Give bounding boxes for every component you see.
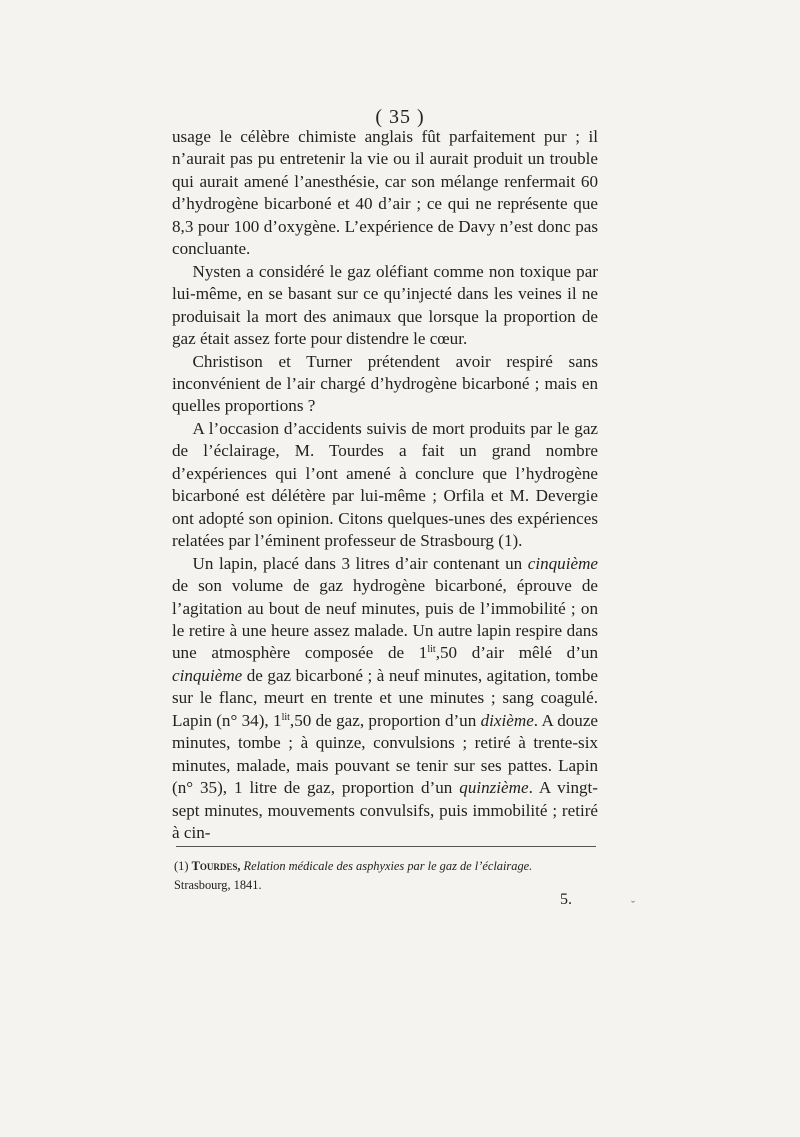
- signature-mark: 5.: [560, 891, 572, 908]
- footnote-title: Relation médicale des asphyxies par le gaz de l’éclairage.: [243, 859, 533, 873]
- footnote-rule: [176, 846, 596, 847]
- page-number: ( 35 ): [375, 106, 425, 128]
- paragraph: [172, 553, 598, 845]
- footnote-author: Tourdes,: [191, 859, 241, 873]
- body-text: [172, 126, 598, 845]
- paragraph: [172, 126, 598, 261]
- italic-word: cinquième: [172, 665, 243, 685]
- italic-word: cinquième: [527, 553, 598, 573]
- paper-speck: ˇ: [631, 898, 635, 912]
- paragraph-text: Un lapin, placé dans 3 litres d’air contenant un: [192, 553, 528, 573]
- paragraph: [172, 351, 598, 418]
- paragraph-text: ,50 de gaz, proportion d’un: [289, 710, 481, 730]
- footnote: [174, 857, 604, 895]
- paragraph-text: Nysten a considéré le gaz oléfiant comme non toxique par lui-même, en se basant sur ce qu’injecté dans les veines il ne produisait la mort des animaux que lorsque la proportion de gaz était assez forte pour distendre le cœur.: [172, 261, 598, 349]
- paragraph-text: Christison et Turner prétendent avoir respiré sans inconvénient de l’air chargé d’hydrogène bicarboné ; mais en quelles proportions ?: [172, 351, 598, 416]
- superscript-unit: lit: [281, 711, 290, 723]
- italic-word: dixième: [480, 710, 534, 730]
- superscript-unit: lit: [427, 644, 436, 656]
- footnote-marker: (1): [174, 859, 189, 873]
- paragraph: [172, 261, 598, 351]
- paragraph-text: A l’occasion d’accidents suivis de mort produits par le gaz de l’éclairage, M. Tourdes a fait un grand nombre d’expériences qui l’ont amené à conclure que l’hydrogène bicarboné est délétère par lui-même ; Orfila et M. Devergie ont adopté son opinion. Citons quelques-unes des expériences relatées par l’éminent professeur de Strasbourg (1).: [172, 418, 598, 551]
- footnote-place-year: Strasbourg, 1841.: [174, 878, 262, 892]
- paragraph-text: . A douze minutes, tombe ; à quinze, convulsions ; retiré à trente-six minutes, malade, mais pouvant se tenir sur ses pattes. Lapin (n° 35), 1 litre de gaz, proportion d’un: [172, 710, 599, 798]
- paragraph-text: ,50 d’air mêlé d’un: [435, 643, 598, 663]
- paragraph-text: de gaz bicarboné ; à neuf minutes, agitation, tombe sur le flanc, meurt en trente et une minutes ; sang coagulé. Lapin (n° 34), 1: [172, 665, 598, 730]
- italic-word: quinzième: [459, 778, 529, 798]
- paragraph-text: usage le célèbre chimiste anglais fût parfaitement pur ; il n’aurait pas pu entretenir la vie ou il aurait produit un trouble qui aurait amené l’anesthésie, car son mélange renfermait 60 d’hydrogène bicarboné et 40 d’air ; ce qui ne représente que 8,3 pour 100 d’oxygène. L’expérience de Davy n’est donc pas concluante.: [172, 127, 598, 259]
- paragraph-text: . A vingt-sept minutes, mouvements convulsifs, puis immobilité ; retiré à cin-: [172, 778, 598, 843]
- paragraph: [172, 418, 598, 553]
- paragraph-text: de son volume de gaz hydrogène bicarboné, éprouve de l’agitation au bout de neuf minutes, puis de l’immobilité ; on le retire à une heure assez malade. Un autre lapin respire dans une atmosphère composée de 1: [172, 576, 598, 663]
